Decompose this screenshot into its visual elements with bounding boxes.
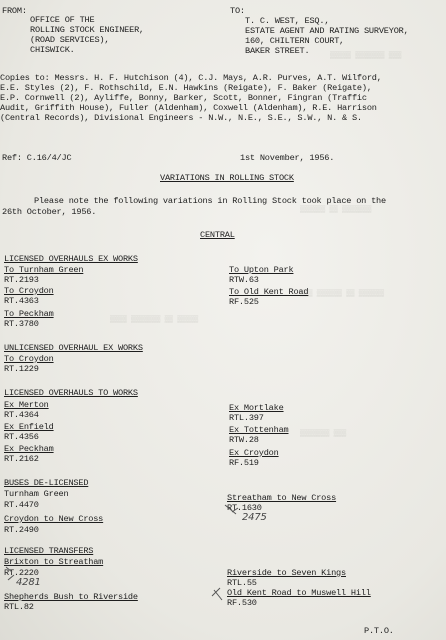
route-name: To Upton Park — [229, 265, 294, 275]
copies-line: Copies to: Messrs. H. F. Hutchison (4), C.J. Mays, A.R. Purves, A.T. Wilford, — [0, 73, 382, 83]
route-name: Ex Mortlake — [229, 403, 284, 413]
vehicle-code: RT.4363 — [4, 296, 39, 306]
vehicle-code: RTW.63 — [229, 275, 259, 285]
vehicle-code: RF.519 — [229, 458, 259, 468]
to-line: 160, CHILTERN COURT, — [245, 36, 345, 46]
document-date: 1st November, 1956. — [240, 153, 335, 163]
vehicle-code: RTW.28 — [229, 435, 259, 445]
show-through-text: ▒▒▒▒▒ ▒▒▒▒▒▒▒ ▒▒▒ — [330, 52, 402, 60]
vehicle-code: RF.525 — [229, 297, 259, 307]
from-line: ROLLING STOCK ENGINEER, — [30, 25, 145, 35]
route-name: Ex Merton — [4, 400, 49, 410]
from-line: (ROAD SERVICES), — [30, 35, 110, 45]
vehicle-code: RTL.55 — [227, 578, 257, 588]
vehicle-code: RT.2162 — [4, 454, 39, 464]
section-heading: UNLICENSED OVERHAUL EX WORKS — [4, 343, 143, 353]
route-name: To Turnham Green — [4, 265, 84, 275]
vehicle-code: RT.2220 — [4, 568, 39, 578]
to-label: TO: — [230, 6, 245, 16]
handwritten-note: 2475 — [242, 512, 267, 523]
vehicle-code: RT.4364 — [4, 410, 39, 420]
section-central: CENTRAL — [200, 230, 235, 240]
vehicle-code: RT.2490 — [4, 525, 39, 535]
document-title: VARIATIONS IN ROLLING STOCK — [160, 173, 294, 183]
route-name: Streatham to New Cross — [227, 493, 337, 503]
vehicle-code: RT.1229 — [4, 364, 39, 374]
vehicle-code: RT.4356 — [4, 432, 39, 442]
route-name: Ex Tottenham — [229, 425, 289, 435]
copies-line: Audit, Griffith House), Fuller (Aldenham), Coxwell (Aldenham), R.E. Harrison — [0, 103, 377, 113]
from-line: OFFICE OF THE — [30, 15, 95, 25]
to-line: T. C. WEST, ESQ., — [245, 16, 330, 26]
show-through-text: ▒▒▒▒▒▒ ▒▒ ▒▒▒▒▒▒▒ — [300, 206, 372, 214]
vehicle-code: RT.4470 — [4, 500, 39, 510]
vehicle-code: RF.530 — [227, 598, 257, 608]
from-label: FROM: — [2, 6, 27, 16]
route-name: To Croydon — [4, 286, 54, 296]
route-name: Ex Enfield — [4, 422, 54, 432]
show-through-text: ▒▒▒ ▒▒▒▒▒▒ ▒▒ ▒▒▒▒▒▒ — [300, 290, 385, 298]
intro-text: Please note the following variations in Rolling Stock took place on the — [34, 196, 386, 206]
route-name: Croydon to New Cross — [4, 514, 104, 524]
copies-line: (Central Records), Divisional Engineers - N.W., N.E., S.E., S.W., N. & S. — [0, 113, 362, 123]
vehicle-code: RTL.397 — [229, 413, 264, 423]
section-heading: LICENSED TRANSFERS — [4, 546, 94, 556]
route-name: Brixton to Streatham — [4, 557, 104, 567]
section-heading: LICENSED OVERHAULS TO WORKS — [4, 388, 138, 398]
to-line: ESTATE AGENT AND RATING SURVEYOR, — [245, 26, 409, 36]
route-name: To Peckham — [4, 309, 54, 319]
reference: Ref: C.16/4/JC — [2, 153, 72, 163]
handwritten-note: 4281 — [16, 577, 41, 588]
vehicle-code: RT.2193 — [4, 275, 39, 285]
to-line: BAKER STREET. — [245, 46, 310, 56]
route-name: Ex Peckham — [4, 444, 54, 454]
page-turn-note: P.T.O. — [364, 626, 394, 636]
vehicle-code: RT.3780 — [4, 319, 39, 329]
route-name: Shepherds Bush to Riverside — [4, 592, 138, 602]
copies-line: E.P. Cornwell (2), Ayliffe, Bonny, Barker, Scott, Bonner, Fingran (Traffic — [0, 93, 367, 103]
copies-line: E.E. Styles (2), F. Rothschild, E.N. Hawkins (Reigate), F. Baker (Reigate), — [0, 83, 372, 93]
section-heading: BUSES DE-LICENSED — [4, 478, 89, 488]
route-name: To Old Kent Road — [229, 287, 309, 297]
route-name: Ex Croydon — [229, 448, 279, 458]
from-line: CHISWICK. — [30, 45, 75, 55]
route-name: Riverside to Seven Kings — [227, 568, 346, 578]
vehicle-code: RTL.82 — [4, 602, 34, 612]
route-name: Old Kent Road to Muswell Hill — [227, 588, 371, 598]
show-through-text: ▒▒▒▒ ▒▒▒▒▒▒▒ ▒▒ ▒▒▒▒▒ — [110, 316, 199, 324]
section-heading: LICENSED OVERHAULS EX WORKS — [4, 254, 138, 264]
intro-text: 26th October, 1956. — [2, 207, 97, 217]
vehicle-code: RT.1630 — [227, 503, 262, 513]
route-name: To Croydon — [4, 354, 54, 364]
show-through-text: ▒▒▒▒▒▒▒ ▒▒▒ — [300, 430, 347, 438]
route-name: Turnham Green — [4, 489, 69, 499]
